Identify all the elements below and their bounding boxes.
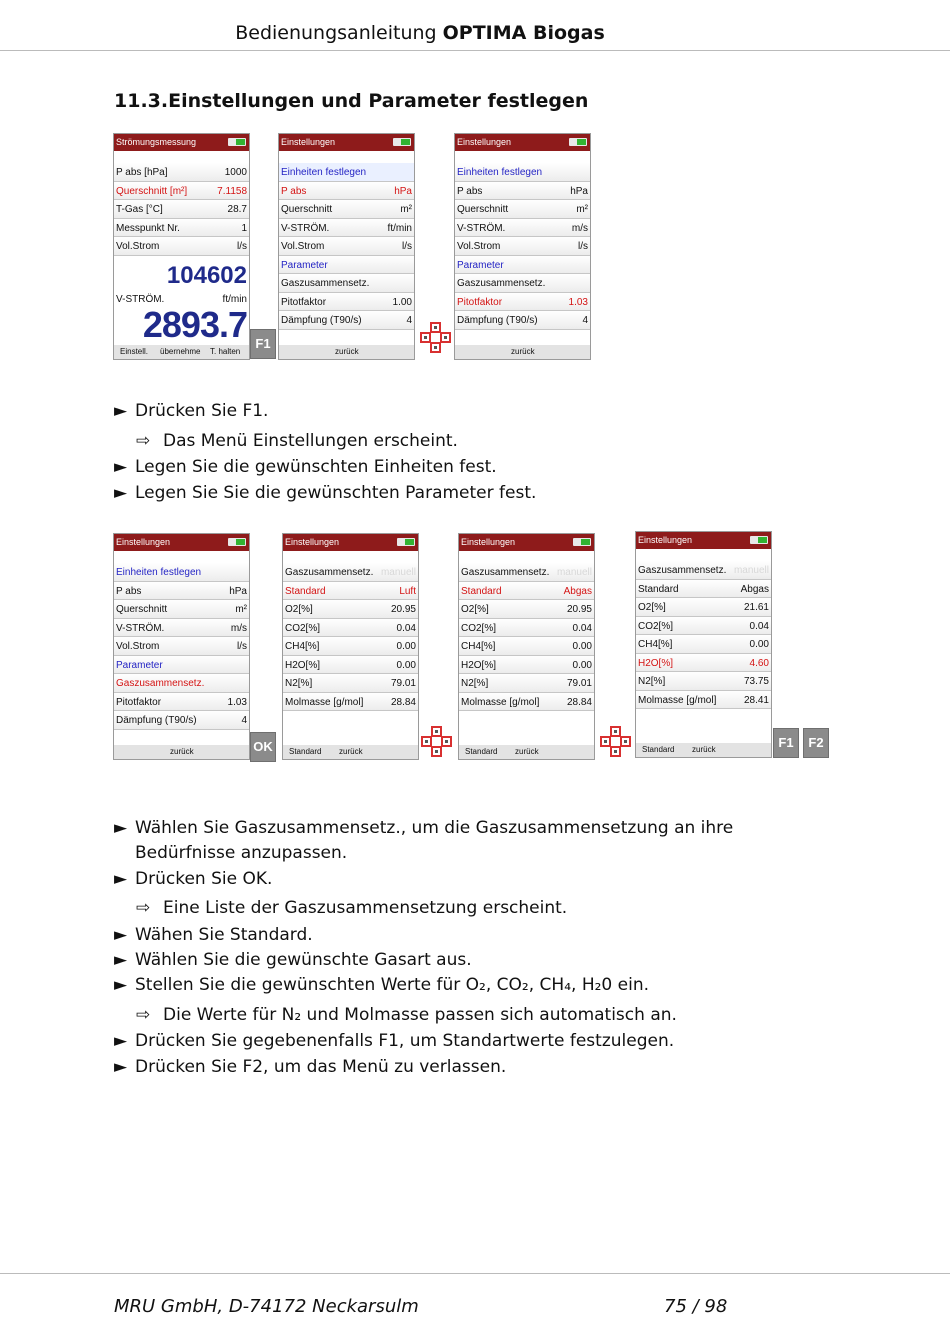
menu-row[interactable] xyxy=(636,598,771,617)
menu-row[interactable] xyxy=(455,274,590,293)
menu-row-label: CO2[%] xyxy=(285,622,321,634)
menu-row-label: Molmasse [g/mol] xyxy=(461,696,540,708)
menu-row-value: 1.00 xyxy=(392,296,412,308)
step-marker: ► xyxy=(114,818,128,838)
menu-row-label: Gaszusammensetz. xyxy=(638,565,727,576)
step-text: Das Menü Einstellungen erscheint. xyxy=(163,430,458,451)
menu-row[interactable] xyxy=(455,256,590,275)
step-text: Eine Liste der Gaszusammensetzung erscheint. xyxy=(163,898,568,919)
menu-row[interactable] xyxy=(279,219,414,238)
battery-icon xyxy=(569,138,587,146)
instruction-result xyxy=(136,898,567,918)
menu-row-value: l/s xyxy=(237,641,247,652)
menu-row-value: m/s xyxy=(571,222,588,234)
step-marker: ► xyxy=(114,924,128,945)
menu-row-value: 28.41 xyxy=(743,694,769,706)
softkey-standard[interactable]: Standard xyxy=(642,745,675,754)
screen-einstellungen-1 xyxy=(278,133,415,360)
menu-row-value: 7.1158 xyxy=(217,185,247,197)
menu-row-value: 73.75 xyxy=(743,676,769,687)
menu-row-value: m² xyxy=(576,204,588,215)
menu-row[interactable] xyxy=(459,563,594,582)
section-title xyxy=(114,90,588,112)
softkey-t-halten[interactable]: T. halten xyxy=(210,347,241,356)
header-prefix: Bedienungsanleitung xyxy=(235,22,437,44)
menu-row[interactable] xyxy=(455,237,590,256)
dpad-icon[interactable] xyxy=(600,726,630,756)
menu-row[interactable] xyxy=(279,311,414,330)
menu-row-value: 20.95 xyxy=(390,604,416,615)
step-text: Bedürfnisse anzupassen. xyxy=(135,843,348,864)
battery-icon xyxy=(397,538,415,546)
menu-row[interactable] xyxy=(636,635,771,654)
menu-row-label: Standard xyxy=(638,583,679,595)
menu-row-value: 28.84 xyxy=(390,696,416,708)
softkey-bar xyxy=(114,345,249,359)
softkey-zurueck[interactable]: zurück xyxy=(692,745,716,754)
menu-row-label: Parameter xyxy=(116,659,163,671)
screen-title: Einstellungen xyxy=(638,535,693,545)
instruction-step xyxy=(114,869,272,889)
menu-row-value: 4 xyxy=(406,315,412,326)
softkey-bar xyxy=(279,345,414,359)
screen-title-bar xyxy=(455,134,590,151)
menu-row[interactable] xyxy=(283,693,418,712)
screen-title-bar xyxy=(114,534,249,551)
menu-row[interactable] xyxy=(114,182,249,201)
instruction-step xyxy=(114,950,472,970)
menu-row-label: Dämpfung (T90/s) xyxy=(457,315,538,326)
softkey-zurueck[interactable]: zurück xyxy=(511,347,535,356)
ok-key[interactable]: OK xyxy=(250,732,276,762)
menu-row-label: Molmasse [g/mol] xyxy=(285,696,364,708)
vstroem-unit: ft/min xyxy=(222,294,247,305)
page-header xyxy=(0,22,840,44)
menu-row-label: CO2[%] xyxy=(638,620,674,632)
screen-title: Einstellungen xyxy=(116,537,171,547)
menu-row[interactable] xyxy=(455,293,590,312)
menu-row-value: 4 xyxy=(582,315,588,326)
menu-row-label: Einheiten festlegen xyxy=(116,567,202,578)
screen-title-bar xyxy=(459,534,594,551)
menu-row[interactable] xyxy=(114,637,249,656)
menu-row-value: l/s xyxy=(578,241,588,252)
menu-row[interactable] xyxy=(114,693,249,712)
menu-row-label: Dämpfung (T90/s) xyxy=(116,715,197,726)
menu-row-label: Vol.Strom xyxy=(116,641,160,652)
menu-row[interactable] xyxy=(114,563,249,582)
softkey-bar xyxy=(455,345,590,359)
instruction-result xyxy=(136,1005,677,1025)
menu-row-value: 1.03 xyxy=(568,296,588,308)
menu-row[interactable] xyxy=(279,182,414,201)
result-arrow-icon: ⇨ xyxy=(136,430,151,451)
menu-row-label: Pitotfaktor xyxy=(281,296,327,308)
section-number: 11.3. xyxy=(114,90,169,112)
menu-row[interactable] xyxy=(114,237,249,256)
step-text: Legen Sie Sie die gewünschten Parameter fest. xyxy=(135,482,537,503)
menu-row-value: 20.95 xyxy=(566,604,592,615)
menu-row-value: Abgas xyxy=(740,583,769,595)
menu-row-label: Vol.Strom xyxy=(116,241,160,252)
menu-row-value: 0.00 xyxy=(572,641,592,652)
menu-row[interactable] xyxy=(283,637,418,656)
menu-row-value: ft/min xyxy=(387,222,412,234)
menu-row-label: Gaszusammensetz. xyxy=(285,567,374,578)
step-marker: ► xyxy=(114,950,128,970)
menu-row-label: Parameter xyxy=(457,259,504,271)
step-text: Drücken Sie F1. xyxy=(135,401,269,421)
menu-row[interactable] xyxy=(114,619,249,638)
screen-einstellungen-3 xyxy=(113,533,250,760)
instruction-step xyxy=(114,1057,506,1077)
menu-row-label: CH4[%] xyxy=(638,639,673,650)
menu-row-value: hPa xyxy=(229,585,247,597)
step-text: Die Werte für N₂ und Molmasse passen sich automatisch an. xyxy=(163,1004,677,1025)
menu-row-label: Querschnitt [m²] xyxy=(116,185,188,197)
menu-row[interactable] xyxy=(114,656,249,675)
menu-row-label: Vol.Strom xyxy=(457,241,501,252)
battery-icon xyxy=(393,138,411,146)
menu-row-value: m² xyxy=(235,604,247,615)
softkey-standard[interactable]: Standard xyxy=(465,747,498,756)
screen-title-bar xyxy=(636,532,771,549)
softkey-bar xyxy=(114,745,249,759)
menu-row-label: V-STRÖM. xyxy=(116,622,165,634)
screen-gas-edited xyxy=(635,531,772,758)
step-text: Wählen Sie die gewünschte Gasart aus. xyxy=(135,950,472,970)
menu-row[interactable] xyxy=(283,619,418,638)
section-heading: Einstellungen und Parameter festlegen xyxy=(168,90,589,112)
softkey-zurueck[interactable]: zurück xyxy=(515,747,539,756)
menu-row[interactable] xyxy=(114,674,249,693)
menu-row-value: Luft xyxy=(399,585,416,597)
menu-row-label: Gaszusammensetz. xyxy=(116,678,205,689)
menu-row-label: P abs xyxy=(116,585,142,597)
screen-einstellungen-2 xyxy=(454,133,591,360)
menu-row-value: 4.60 xyxy=(749,657,769,669)
screen-title-bar xyxy=(279,134,414,151)
menu-row-value: 0.04 xyxy=(749,620,769,632)
menu-row[interactable] xyxy=(279,237,414,256)
menu-row-value: 1 xyxy=(241,222,247,234)
menu-row-value: 0.00 xyxy=(749,639,769,650)
menu-row[interactable] xyxy=(455,219,590,238)
menu-row-label: Dämpfung (T90/s) xyxy=(281,315,362,326)
menu-row[interactable] xyxy=(279,256,414,275)
result-arrow-icon: ⇨ xyxy=(136,898,151,919)
vstroem-label: V-STRÖM. xyxy=(116,294,165,305)
footer-page-number: 75 / 98 xyxy=(664,1296,728,1317)
screen-title: Einstellungen xyxy=(461,537,516,547)
instruction-step xyxy=(114,925,313,945)
menu-row-value: 79.01 xyxy=(390,678,416,689)
softkey-bar xyxy=(636,743,771,757)
menu-row-value: 28.84 xyxy=(566,696,592,708)
menu-row-label: Gaszusammensetz. xyxy=(281,278,370,289)
menu-row-label: N2[%] xyxy=(638,676,666,687)
softkey-bar xyxy=(459,745,594,759)
menu-row-label: N2[%] xyxy=(461,678,489,689)
menu-row-value: manuell xyxy=(733,565,769,576)
screen-stroemungsmessung xyxy=(113,133,250,360)
instruction-step xyxy=(114,818,733,838)
instruction-step xyxy=(114,483,536,503)
menu-row-label: O2[%] xyxy=(461,604,489,615)
menu-row-value: 0.04 xyxy=(572,622,592,634)
step-marker: ► xyxy=(114,975,128,996)
menu-row-label: Messpunkt Nr. xyxy=(116,222,180,234)
menu-row-value: manuell xyxy=(380,567,416,578)
header-product: OPTIMA Biogas xyxy=(442,22,605,44)
menu-row-value: 0.00 xyxy=(396,659,416,671)
instruction-step-continued xyxy=(114,843,347,863)
menu-row[interactable] xyxy=(279,293,414,312)
menu-row-label: Einheiten festlegen xyxy=(457,167,543,178)
menu-row-label: V-STRÖM. xyxy=(457,222,506,234)
menu-row[interactable] xyxy=(114,219,249,238)
menu-row[interactable] xyxy=(459,693,594,712)
menu-row-label: CH4[%] xyxy=(461,641,496,652)
menu-row[interactable] xyxy=(455,200,590,219)
menu-row-value: 21.61 xyxy=(743,602,769,613)
vstroem-value: 2893.7 xyxy=(142,304,247,345)
menu-row-value: hPa xyxy=(394,185,412,197)
softkey-zurueck[interactable]: zurück xyxy=(339,747,363,756)
menu-row[interactable] xyxy=(636,561,771,580)
menu-row[interactable] xyxy=(459,619,594,638)
menu-row-label: Querschnitt xyxy=(457,204,509,215)
volstrom-value: 104602 xyxy=(166,262,247,289)
menu-row-label: Vol.Strom xyxy=(281,241,325,252)
screen-title: Einstellungen xyxy=(281,137,336,147)
menu-row-value: m² xyxy=(400,204,412,215)
menu-row-value: 4 xyxy=(241,715,247,726)
menu-row-label: N2[%] xyxy=(285,678,313,689)
header-rule xyxy=(0,50,950,51)
menu-row[interactable] xyxy=(636,691,771,710)
menu-row[interactable] xyxy=(455,311,590,330)
battery-icon xyxy=(750,536,768,544)
screen-title: Einstellungen xyxy=(285,537,340,547)
menu-row-value: manuell xyxy=(556,567,592,578)
step-text: Drücken Sie F2, um das Menü zu verlassen. xyxy=(135,1056,507,1077)
battery-icon xyxy=(573,538,591,546)
menu-row-value: m/s xyxy=(230,622,247,634)
menu-row-value: 0.00 xyxy=(572,659,592,671)
menu-row-label: P abs xyxy=(457,185,483,197)
screen-title: Einstellungen xyxy=(457,137,512,147)
menu-row[interactable] xyxy=(283,563,418,582)
menu-row-label: Standard xyxy=(285,585,326,597)
menu-row[interactable] xyxy=(114,600,249,619)
menu-row[interactable] xyxy=(283,674,418,693)
step-text: Drücken Sie gegebenenfalls F1, um Standartwerte festzulegen. xyxy=(135,1031,675,1052)
menu-row-label: Standard xyxy=(461,585,502,597)
menu-row[interactable] xyxy=(279,274,414,293)
menu-row[interactable] xyxy=(459,674,594,693)
menu-row-label: O2[%] xyxy=(285,604,313,615)
step-marker: ► xyxy=(114,868,128,889)
battery-icon xyxy=(228,138,246,146)
menu-row[interactable] xyxy=(459,656,594,675)
menu-row[interactable] xyxy=(114,163,249,182)
instruction-result xyxy=(136,431,458,451)
menu-row[interactable] xyxy=(279,200,414,219)
result-arrow-icon: ⇨ xyxy=(136,1004,151,1025)
screen-title-bar xyxy=(114,134,249,151)
menu-row-label: CH4[%] xyxy=(285,641,320,652)
step-text: Drücken Sie OK. xyxy=(135,868,273,889)
menu-row[interactable] xyxy=(459,637,594,656)
menu-row[interactable] xyxy=(636,580,771,599)
menu-row-label: CO2[%] xyxy=(461,622,497,634)
menu-row-label: Querschnitt xyxy=(116,604,168,615)
menu-row-label: P abs xyxy=(281,185,307,197)
menu-row[interactable] xyxy=(279,163,414,182)
softkey-standard[interactable]: Standard xyxy=(289,747,322,756)
menu-row[interactable] xyxy=(459,600,594,619)
menu-row-value: 0.00 xyxy=(396,641,416,652)
softkey-uebernehme[interactable]: übernehme xyxy=(160,347,201,356)
screen-title-bar xyxy=(283,534,418,551)
step-marker: ► xyxy=(114,482,128,503)
softkey-bar xyxy=(283,745,418,759)
menu-row-label: Einheiten festlegen xyxy=(281,167,367,178)
screen-gas-luft xyxy=(282,533,419,760)
menu-row[interactable] xyxy=(283,600,418,619)
menu-row[interactable] xyxy=(636,617,771,636)
menu-row[interactable] xyxy=(283,656,418,675)
screen-title: Strömungsmessung xyxy=(116,137,197,147)
footer-rule xyxy=(0,1273,950,1274)
menu-row-value: 28.7 xyxy=(227,204,247,215)
menu-row[interactable] xyxy=(455,163,590,182)
menu-row-value: hPa xyxy=(570,185,588,197)
menu-row[interactable] xyxy=(459,582,594,601)
screen-gas-abgas xyxy=(458,533,595,760)
menu-row[interactable] xyxy=(283,582,418,601)
menu-row-label: H2O[%] xyxy=(638,657,674,669)
menu-row-value: 0.04 xyxy=(396,622,416,634)
menu-row[interactable] xyxy=(114,711,249,730)
menu-row[interactable] xyxy=(114,200,249,219)
menu-row-value: 1.03 xyxy=(227,696,247,708)
footer-company: MRU GmbH, D-74172 Neckarsulm xyxy=(114,1296,419,1317)
menu-row-label: P abs [hPa] xyxy=(116,167,168,178)
menu-row[interactable] xyxy=(455,182,590,201)
instruction-step xyxy=(114,1031,674,1051)
instruction-step xyxy=(114,457,497,477)
menu-row-label: Gaszusammensetz. xyxy=(461,567,550,578)
menu-row[interactable] xyxy=(636,672,771,691)
step-text: Legen Sie die gewünschten Einheiten fest. xyxy=(135,457,497,477)
menu-row-value: Abgas xyxy=(563,585,592,597)
menu-row-value: l/s xyxy=(402,241,412,252)
menu-row-value: 79.01 xyxy=(566,678,592,689)
f2-key[interactable]: F2 xyxy=(803,728,829,758)
menu-row-label: Pitotfaktor xyxy=(116,696,162,708)
menu-row-value: 1000 xyxy=(224,167,247,178)
softkey-zurueck[interactable]: zurück xyxy=(170,747,194,756)
menu-row[interactable] xyxy=(114,582,249,601)
step-marker: ► xyxy=(114,1031,128,1052)
f1-key[interactable]: F1 xyxy=(250,329,276,359)
f1-key[interactable]: F1 xyxy=(773,728,799,758)
softkey-einstell[interactable]: Einstell. xyxy=(120,347,149,356)
menu-row-label: Gaszusammensetz. xyxy=(457,278,546,289)
menu-row-label: T-Gas [°C] xyxy=(116,204,163,215)
menu-row-label: Pitotfaktor xyxy=(457,296,503,308)
menu-row-label: H2O[%] xyxy=(285,659,321,671)
step-text: Wählen Sie Gaszusammensetz., um die Gaszusammensetzung an ihre xyxy=(135,818,734,838)
menu-row-label: Molmasse [g/mol] xyxy=(638,694,717,706)
dpad-icon[interactable] xyxy=(421,726,451,756)
step-marker: ► xyxy=(114,401,128,421)
battery-icon xyxy=(228,538,246,546)
step-marker: ► xyxy=(114,1056,128,1077)
menu-row[interactable] xyxy=(636,654,771,673)
menu-row-value: l/s xyxy=(237,241,247,252)
menu-row-label: V-STRÖM. xyxy=(281,222,330,234)
instruction-step xyxy=(114,975,649,995)
dpad-icon[interactable] xyxy=(420,322,450,352)
softkey-zurueck[interactable]: zurück xyxy=(335,347,359,356)
menu-row-label: H2O[%] xyxy=(461,659,497,671)
menu-row-label: Querschnitt xyxy=(281,204,333,215)
instruction-step xyxy=(114,401,268,421)
step-text: Stellen Sie die gewünschten Werte für O₂, CO₂, CH₄, H₂0 ein. xyxy=(135,975,650,996)
step-marker: ► xyxy=(114,457,128,477)
step-text: Wähen Sie Standard. xyxy=(135,924,313,945)
menu-row-label: Parameter xyxy=(281,259,328,271)
menu-row-label: O2[%] xyxy=(638,602,666,613)
